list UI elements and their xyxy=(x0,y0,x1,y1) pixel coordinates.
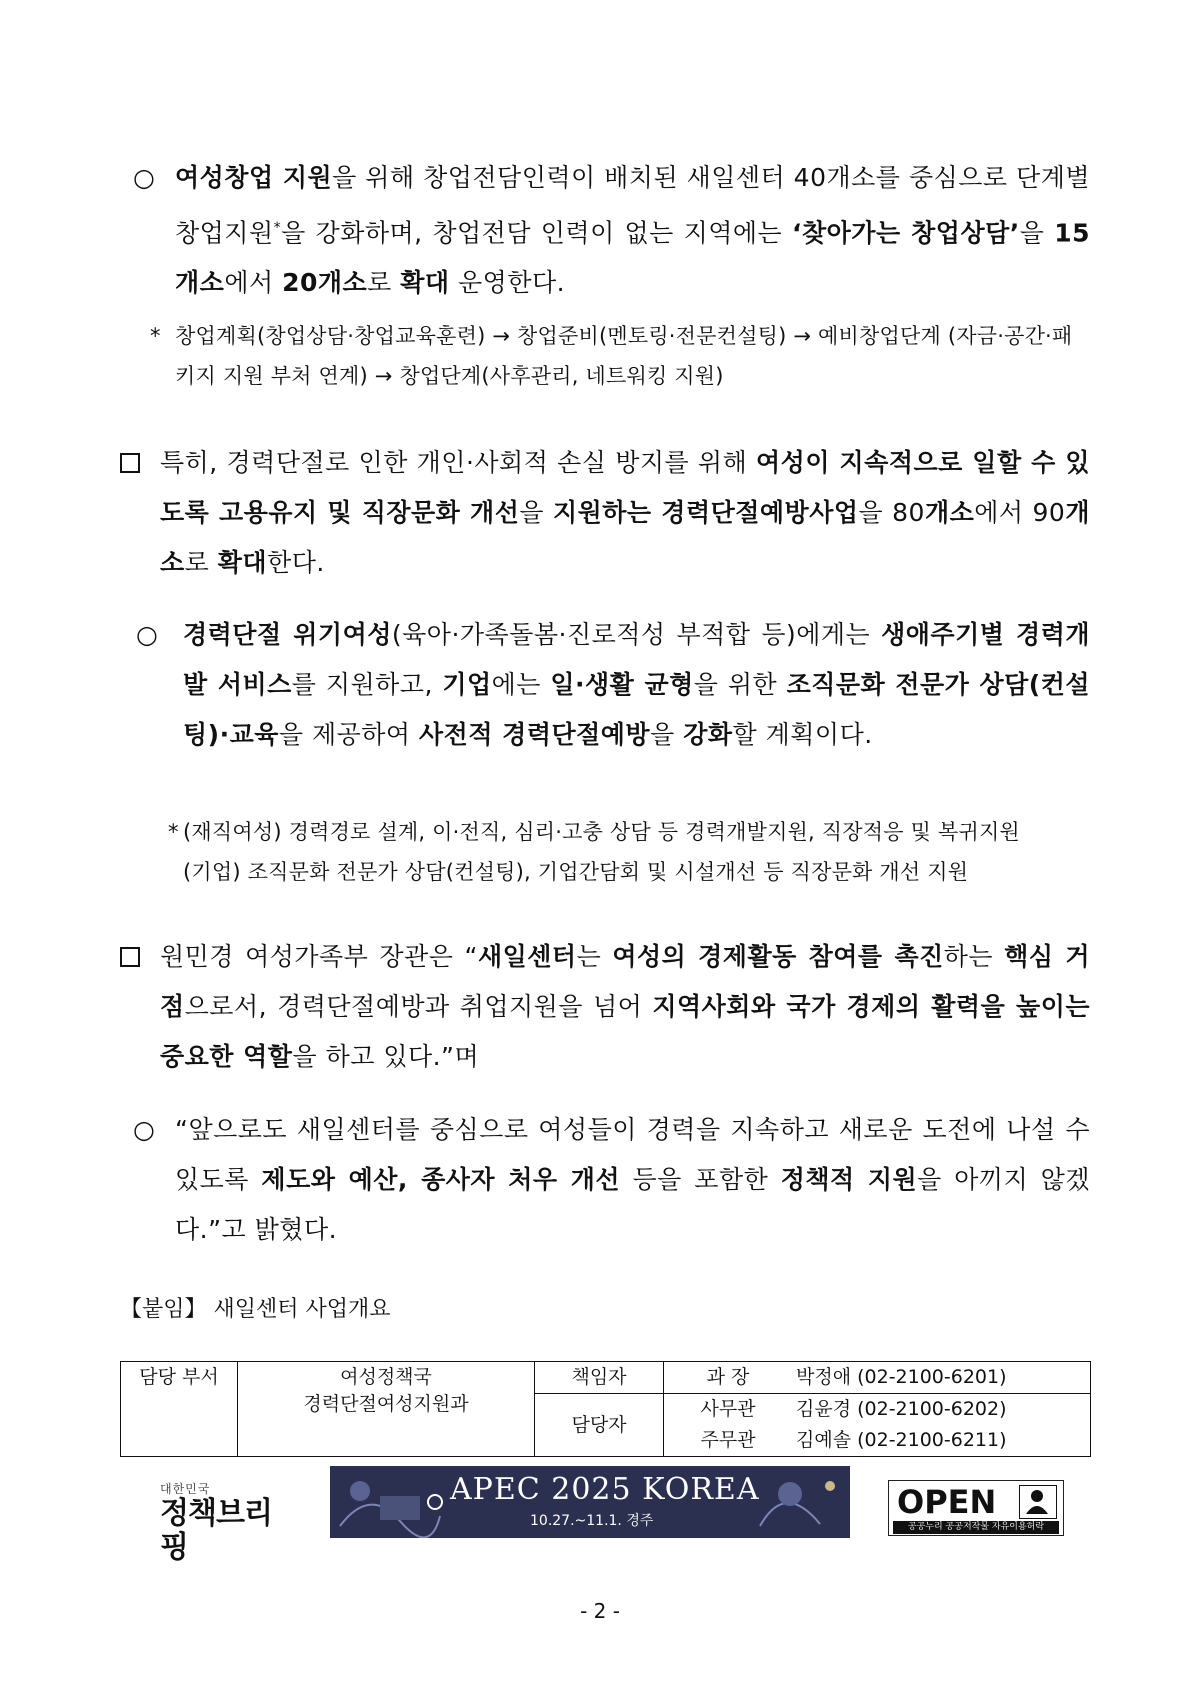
apec-banner: APEC 2025 KOREA 10.27.~11.1. 경주 xyxy=(330,1466,850,1538)
text-run: 여성이 지속적으로 일할 수 있도록 고용유지 및 직장문화 개선 xyxy=(160,448,1090,527)
circle-bullet: ○ xyxy=(136,620,158,649)
policy-briefing-logo: 대한민국 정책브리핑 xyxy=(160,1482,272,1565)
attribution-person-icon xyxy=(1019,1485,1057,1519)
contact-phone: 김윤경 (02-2100-6202) xyxy=(792,1394,1091,1426)
text-run: 새일센터 xyxy=(477,942,577,971)
text-run: 에서 xyxy=(224,268,283,298)
contact-title: 주무관 xyxy=(664,1425,793,1457)
text-run: 15개소 xyxy=(175,218,1090,298)
contact-table xyxy=(120,1361,1091,1457)
head-label: 책임자 xyxy=(535,1362,664,1394)
text-run: 확대 xyxy=(217,548,268,577)
contact-phone: 김예솔 (02-2100-6211) xyxy=(792,1425,1091,1457)
text-run: 으로서, 경력단절예방과 취업지원을 넘어 xyxy=(184,992,653,1021)
text-run: 지원하는 경력단절예방사업 xyxy=(552,498,859,527)
staff-label: 담당자 xyxy=(535,1394,664,1457)
text-run: 원민경 여성가족부 장관은 “ xyxy=(160,942,478,971)
text-run: 로 xyxy=(184,548,218,577)
footnote-companies: (기업) 조직문화 전문가 상담(컨설팅), 기업간담회 및 시설개선 등 직장문화 개선 지원 xyxy=(183,860,969,884)
text-run: 운영한다. xyxy=(449,268,566,298)
checkbox-square-icon xyxy=(120,947,140,967)
page-number: - 2 - xyxy=(580,1599,620,1623)
text-run: 기업 xyxy=(442,670,492,699)
text-run: 을 하고 있다.”며 xyxy=(292,1042,480,1071)
text-run: 개소 xyxy=(160,498,1090,577)
text-run: 를 지원하고, xyxy=(291,670,443,699)
text-run: 강화 xyxy=(683,720,733,749)
text-run: 을 xyxy=(1019,218,1055,248)
text-run: 을 강화하며, 창업전담 인력이 없는 지역에는 xyxy=(281,218,792,248)
circle-bullet: ○ xyxy=(133,163,155,192)
text-run: 하는 xyxy=(943,942,1005,971)
paragraph-career-break-prevention xyxy=(160,438,1090,588)
paragraph-minister-pledge xyxy=(175,1105,1090,1255)
kogl-open-license-logo: OPEN 공공누리 공공저작물 자유이용허락 xyxy=(888,1480,1064,1536)
text-run: 을 제공하여 xyxy=(278,720,420,749)
footnote-workers: (재직여성) 경력경로 설계, 이·전직, 심리·고충 상담 등 경력개발지원, 직장적응 및 복귀지원 xyxy=(183,820,1020,844)
text-run: 조직문화 전문가 상담(컨설팅)·교육 xyxy=(183,670,1091,749)
text-run: 한다. xyxy=(267,548,325,577)
text-run: 는 xyxy=(576,942,613,971)
text-run: 을 위한 xyxy=(693,670,787,699)
text-run: 지역사회와 국가 경제의 활력을 높이는 중요한 역할 xyxy=(160,992,1090,1071)
text-run: 에는 xyxy=(491,670,551,699)
text-run: (육아·가족돌봄·진로적성 부적합 등)에게는 xyxy=(391,620,882,649)
text-run: 을 xyxy=(650,720,684,749)
text-run: 할 계획이다. xyxy=(732,720,873,749)
text-run: 경력단절 위기여성 xyxy=(183,620,392,649)
footnote-mark: * xyxy=(168,820,179,844)
footnote-startup-stages: 창업계획(창업상담·창업교육훈련) → 창업준비(멘토링·전문컨설팅) → 예비창업단계 (자금·공간·패키지 지원 부처 연계) → 창업단계(사후관리, 네트워킹 지원) xyxy=(175,324,1073,388)
text-run: 개소 xyxy=(924,498,975,527)
text-run: 을 아끼지 않겠다.”고 밝혔다. xyxy=(175,1165,1090,1244)
dept-label: 담당 부서 xyxy=(121,1362,238,1457)
text-run: 을 위해 창업전담인력이 배치된 새일센터 40개소를 중심으로 단계별 창업지원 xyxy=(175,163,1090,248)
text-run: 핵심 거점 xyxy=(160,942,1090,1021)
text-run: 등을 포함한 xyxy=(620,1165,781,1194)
text-run: * xyxy=(273,220,282,236)
footnote-mark: * xyxy=(150,324,161,348)
paragraph-women-startup xyxy=(175,153,1090,308)
text-run: “앞으로도 새일센터를 중심으로 여성들이 경력을 지속하고 새로운 도전에 나설 수 있도록 xyxy=(175,1115,1090,1194)
text-run: 로 xyxy=(367,268,401,298)
text-run: 제도와 예산, 종사자 처우 개선 xyxy=(261,1165,621,1194)
text-run: 일·생활 균형 xyxy=(550,670,694,699)
text-run: ‘찾아가는 창업상담’ xyxy=(792,218,1020,248)
text-run: 확대 xyxy=(400,268,450,298)
circle-bullet: ○ xyxy=(133,1115,155,1144)
contact-phone: 박정애 (02-2100-6201) xyxy=(792,1362,1091,1394)
text-run: 특히, 경력단절로 인한 개인·사회적 손실 방지를 위해 xyxy=(160,448,757,477)
text-run: 여성창업 지원 xyxy=(175,163,333,192)
attachment-note: 【붙임】 새일센터 사업개요 xyxy=(120,1297,391,1322)
dept-name: 여성정책국 경력단절여성지원과 xyxy=(238,1362,535,1457)
text-run: 사전적 경력단절예방 xyxy=(419,720,651,749)
text-run: 정책적 지원 xyxy=(780,1165,918,1194)
text-run: 여성의 경제활동 참여를 촉진 xyxy=(612,942,944,971)
text-run: 에서 90 xyxy=(974,498,1066,527)
contact-title: 과 장 xyxy=(664,1362,793,1394)
text-run: 을 xyxy=(519,498,553,527)
paragraph-lifecycle-services xyxy=(183,610,1090,760)
paragraph-minister-quote xyxy=(160,932,1090,1082)
contact-title: 사무관 xyxy=(664,1394,793,1426)
text-run: 20개소 xyxy=(282,268,368,298)
text-run: 을 80 xyxy=(858,498,925,527)
text-run: 생애주기별 경력개발 서비스 xyxy=(183,620,1091,699)
checkbox-square-icon xyxy=(120,453,140,473)
